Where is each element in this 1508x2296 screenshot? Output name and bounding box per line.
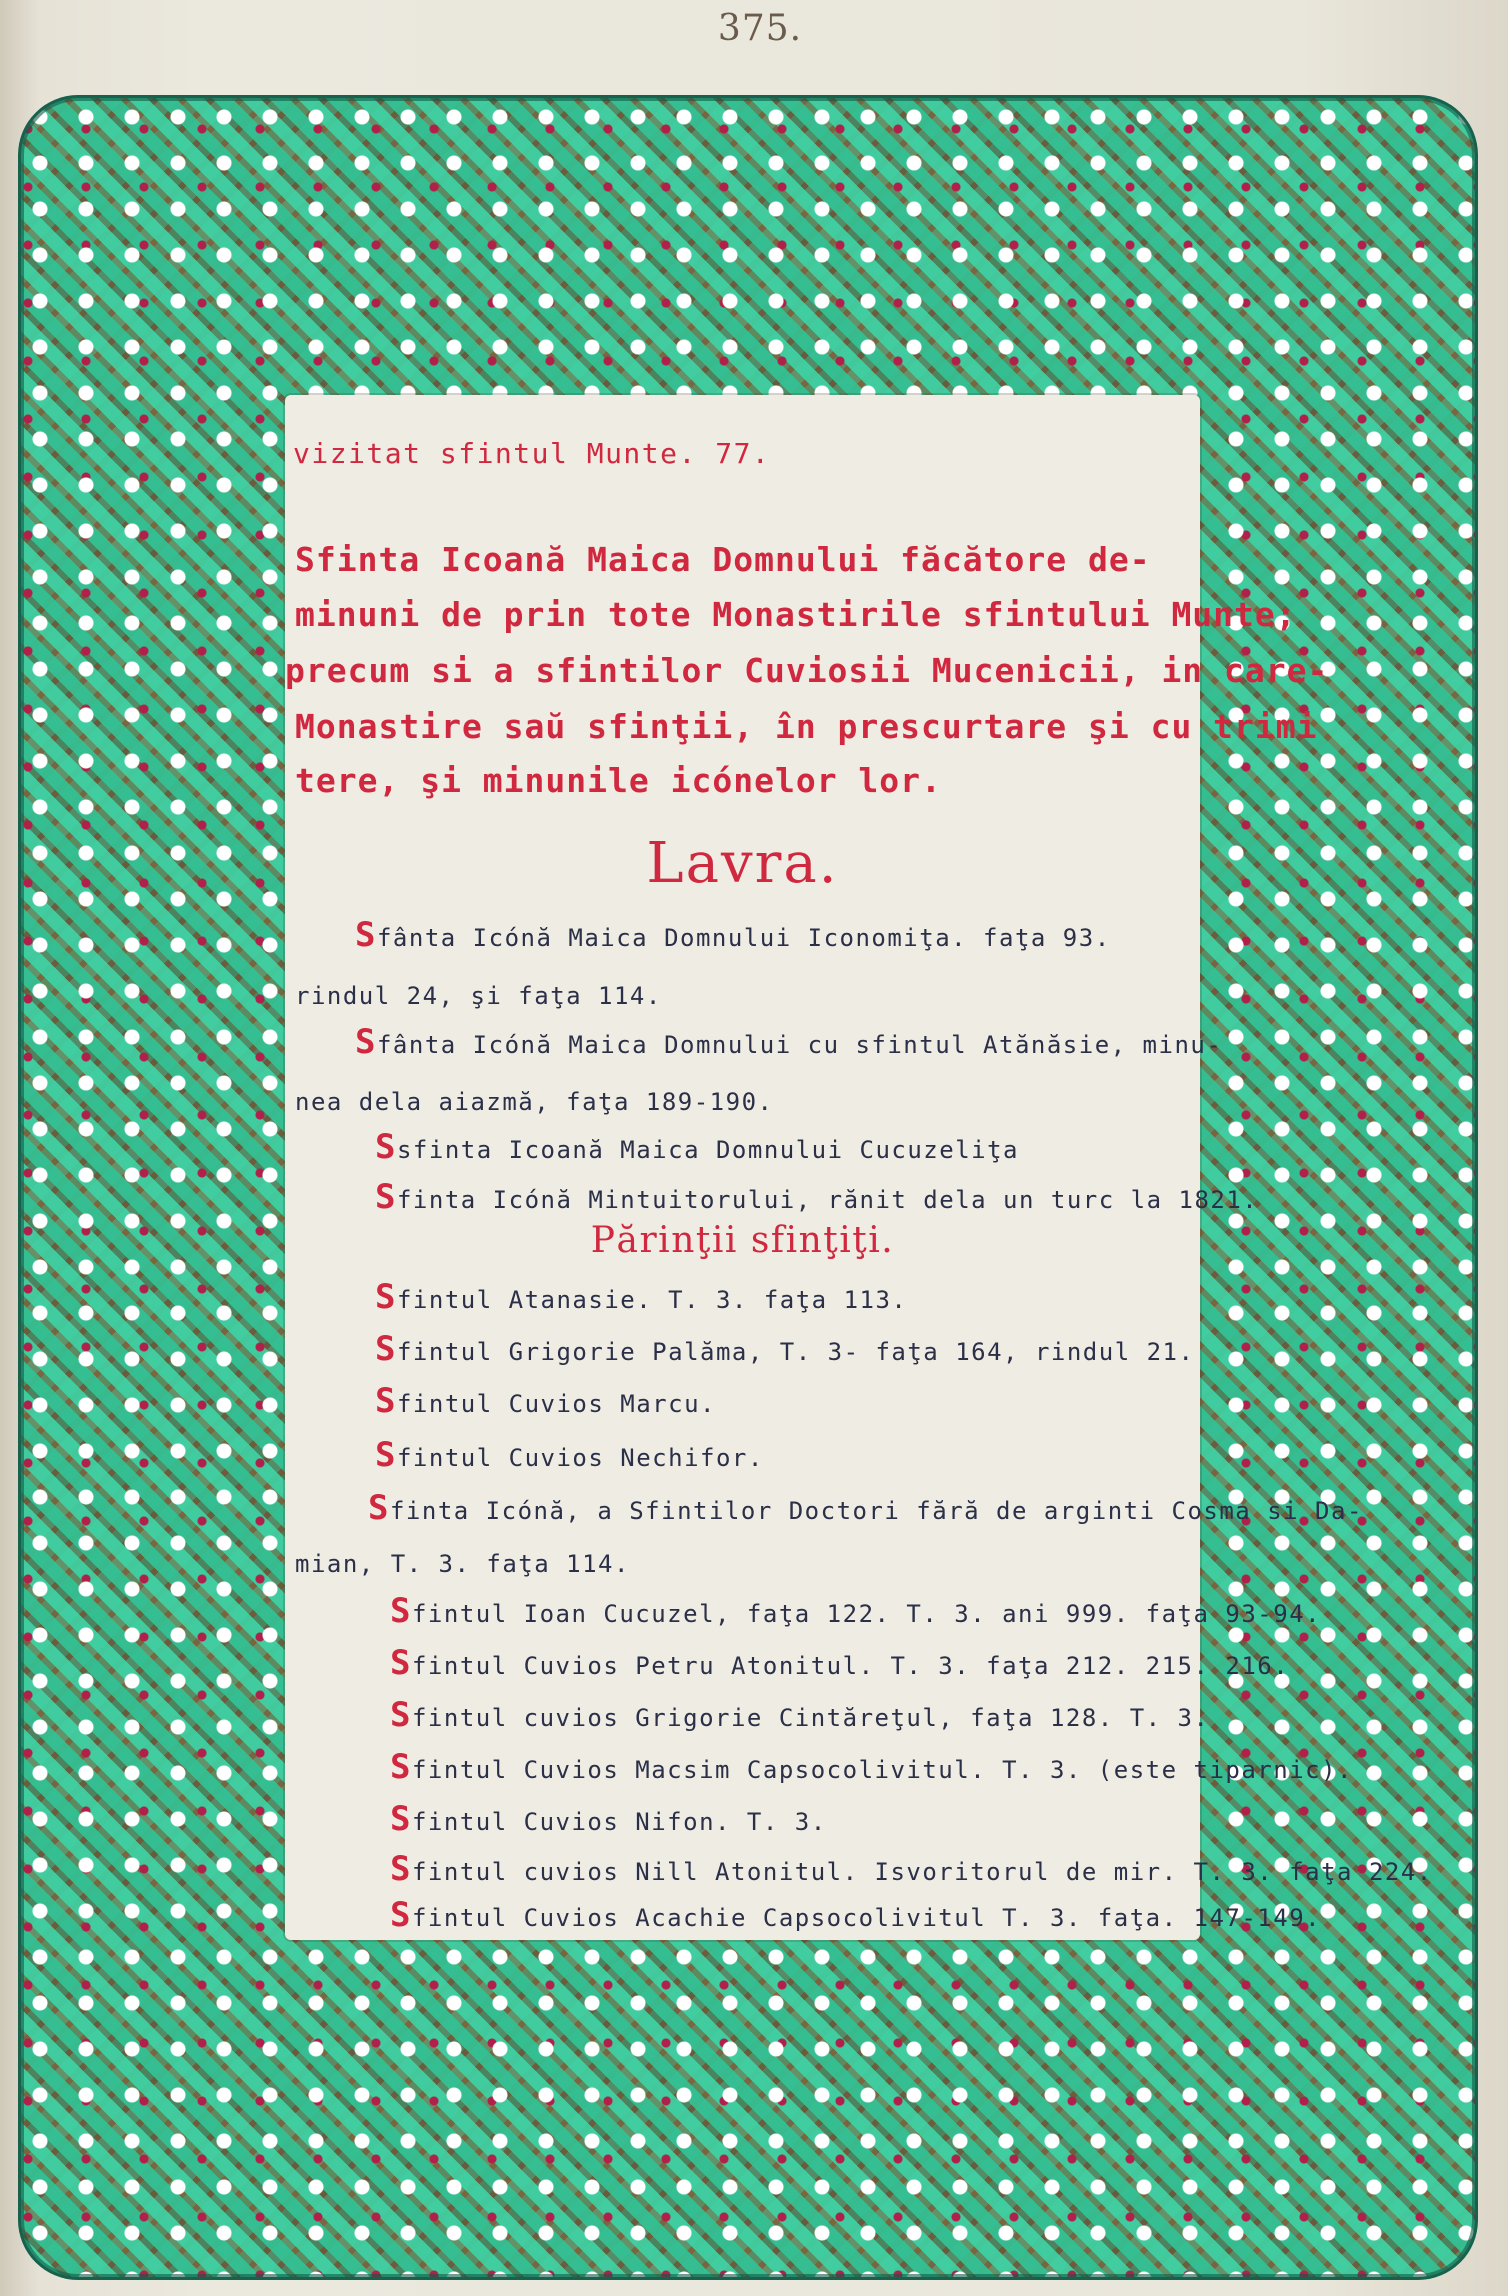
parinti-item: Sfintul Cuvios Nifon. T. 3.: [390, 1799, 827, 1839]
heading-line-5: tere, şi minunile icónelor lor.: [295, 761, 942, 800]
parinti-item: Sfintul Cuvios Macsim Capsocolivitul. T. 3. (este tiparnic).: [390, 1747, 1353, 1787]
text-panel: [285, 395, 1433, 1940]
lavra-item-continuation: nea dela aiazmă, faţa 189-190.: [295, 1088, 774, 1116]
lavra-item: Sfânta Icónă Maica Domnului Iconomiţa. faţa 93.: [355, 915, 1111, 955]
parinti-item: Sfintul Cuvios Nechifor.: [375, 1435, 764, 1475]
parinti-item: Sfintul cuvios Nill Atonitul. Isvoritorul de mir. T. 3. faţa 224.: [390, 1849, 1433, 1889]
parinti-item: Sfintul Grigorie Palăma, T. 3- faţa 164, rindul 21.: [375, 1329, 1195, 1369]
parinti-item: Sfintul cuvios Grigorie Cintăreţul, faţa 128. T. 3.: [390, 1695, 1210, 1735]
heading-line-4: Monastire saŭ sfinţii, în prescurtare şi cu trimi: [295, 707, 1318, 746]
heading-line-3: precum si a sfintilor Cuviosii Mucenicii, in care-: [285, 651, 1329, 690]
parinti-item: Sfinta Icónă, a Sfintilor Doctori fără de arginti Cosma si Da-: [368, 1488, 1363, 1528]
section-title-parinti: Părinţii sfinţiţi.: [590, 1220, 895, 1261]
lavra-item: Sfânta Icónă Maica Domnului cu sfintul Atănăsie, minu-: [355, 1022, 1223, 1062]
section-title-lavra: Lavra.: [646, 831, 839, 896]
heading-line-2: minuni de prin tote Monastirile sfintului Munte;: [295, 595, 1297, 634]
parinti-item: Sfintul Atanasie. T. 3. faţa 113.: [375, 1277, 908, 1317]
page-number: 375.: [717, 8, 803, 49]
parinti-item: Sfintul Ioan Cucuzel, faţa 122. T. 3. ani 999. faţa 93-94.: [390, 1591, 1322, 1631]
lavra-item: Sfinta Icónă Mintuitorului, rănit dela un turc la 1821.: [375, 1177, 1259, 1217]
parinti-item: Sfintul Cuvios Petru Atonitul. T. 3. faţa 212. 215. 216.: [390, 1643, 1290, 1683]
lavra-item-continuation: rindul 24, şi faţa 114.: [295, 982, 662, 1010]
lavra-item: Ssfinta Icoană Maica Domnului Cucuzeliţa: [375, 1127, 1020, 1167]
parinti-item: Sfintul Cuvios Marcu.: [375, 1381, 716, 1421]
parinti-item: Sfintul Cuvios Acachie Capsocolivitul T. 3. faţa. 147-149.: [390, 1895, 1322, 1935]
intro-line: vizitat sfintul Munte. 77.: [293, 437, 771, 470]
parinti-item-continuation: mian, T. 3. faţa 114.: [295, 1550, 630, 1578]
heading-line-1: Sfinta Icoană Maica Domnului făcătore de-: [295, 540, 1151, 579]
